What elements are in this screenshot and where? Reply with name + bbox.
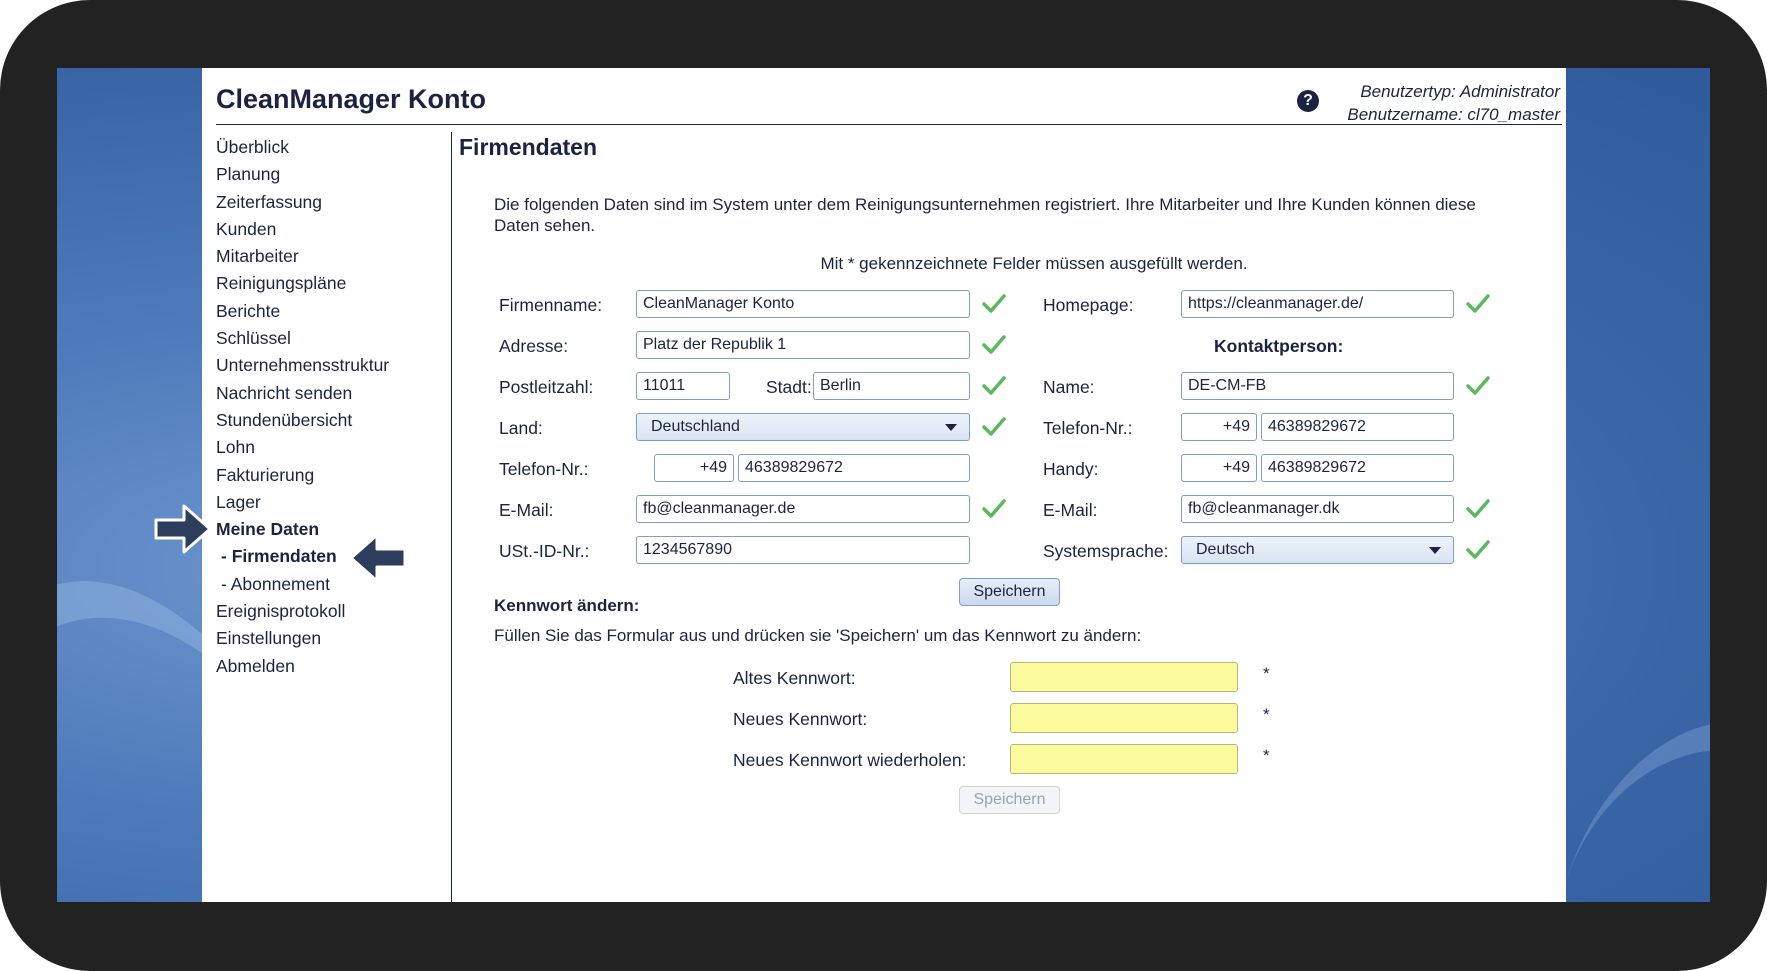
sidebar-item-lager[interactable]: Lager (216, 491, 261, 512)
city-input[interactable]: Berlin (813, 372, 970, 400)
vat-input[interactable]: 1234567890 (636, 536, 970, 564)
address-label: Adresse: (499, 336, 569, 356)
homepage-label: Homepage: (1043, 295, 1134, 315)
sidebar-item-kunden[interactable]: Kunden (216, 218, 277, 239)
company-phone-label: Telefon-Nr.: (499, 459, 589, 479)
check-icon (1465, 291, 1491, 317)
contact-email-label: E-Mail: (1043, 500, 1098, 520)
country-select-value: Deutschland (651, 418, 740, 435)
check-icon (981, 496, 1007, 522)
required-note: Mit * gekennzeichnete Felder müssen ausgefüllt werden. (820, 254, 1248, 273)
sidebar-item-unternehmensstruktur[interactable]: Unternehmensstruktur (216, 355, 390, 376)
chevron-down-icon (945, 424, 957, 431)
company-email-input[interactable]: fb@cleanmanager.de (636, 495, 970, 523)
header-divider (216, 124, 1562, 125)
save-company-button[interactable]: Speichern (959, 578, 1060, 606)
zip-label: Postleitzahl: (499, 377, 594, 397)
old-password-input[interactable] (1010, 662, 1238, 692)
contact-name-input[interactable]: DE-CM-FB (1181, 372, 1454, 400)
password-instructions: Füllen Sie das Formular aus und drücken sie 'Speichern' um das Kennwort zu ändern: (494, 626, 1142, 645)
contact-phone-label: Telefon-Nr.: (1043, 418, 1133, 438)
check-icon (981, 291, 1007, 317)
address-input[interactable]: Platz der Republik 1 (636, 331, 970, 359)
sidebar-item-schluessel[interactable]: Schlüssel (216, 328, 291, 349)
page-header-title: CleanManager Konto (216, 84, 487, 114)
sidebar-item-meine-daten[interactable]: Meine Daten (216, 519, 320, 540)
sidebar (216, 134, 436, 680)
vat-label: USt.-ID-Nr.: (499, 541, 590, 561)
sidebar-item-reinigungsplaene[interactable]: Reinigungspläne (216, 273, 347, 294)
sidebar-item-ueberblick[interactable]: Überblick (216, 137, 289, 157)
contact-phone-prefix-input[interactable]: +49 (1181, 413, 1257, 441)
homepage-input[interactable]: https://cleanmanager.de/ (1181, 290, 1454, 318)
new-password-input[interactable] (1010, 703, 1238, 733)
country-select[interactable] (636, 413, 970, 441)
user-info (1347, 80, 1560, 126)
sidebar-item-fakturierung[interactable]: Fakturierung (216, 464, 315, 485)
contact-mobile-input[interactable]: 46389829672 (1261, 454, 1454, 482)
app-window (202, 68, 1566, 902)
sidebar-item-firmendaten[interactable]: - Firmendaten (221, 546, 337, 567)
contact-mobile-label: Handy: (1043, 459, 1099, 479)
sidebar-item-lohn[interactable]: Lohn (216, 437, 255, 458)
sidebar-item-berichte[interactable]: Berichte (216, 300, 281, 321)
check-icon (1465, 537, 1491, 563)
company-phone-input[interactable]: 46389829672 (738, 454, 970, 482)
country-label: Land: (499, 418, 543, 438)
required-mark: * (1263, 705, 1270, 724)
main-content (459, 130, 1559, 808)
language-select[interactable] (1181, 536, 1454, 564)
check-icon (981, 332, 1007, 358)
check-icon (1465, 496, 1491, 522)
check-icon (981, 414, 1007, 440)
old-password-label: Altes Kennwort: (733, 668, 856, 688)
company-email-label: E-Mail: (499, 500, 554, 520)
sidebar-item-abmelden[interactable]: Abmelden (216, 655, 295, 676)
language-label: Systemsprache: (1043, 541, 1169, 561)
sidebar-item-zeiterfassung[interactable]: Zeiterfassung (216, 191, 323, 212)
sidebar-item-stundenuebersicht[interactable]: Stundenübersicht (216, 409, 353, 430)
repeat-password-label: Neues Kennwort wiederholen: (733, 750, 967, 770)
help-icon[interactable]: ? (1297, 90, 1319, 112)
sidebar-item-ereignisprotokoll[interactable]: Ereignisprotokoll (216, 601, 346, 622)
check-icon (981, 373, 1007, 399)
sidebar-item-mitarbeiter[interactable]: Mitarbeiter (216, 246, 299, 267)
sidebar-item-planung[interactable]: Planung (216, 164, 281, 185)
intro-text: Die folgenden Daten sind im System unter dem Reinigungsunternehmen registriert. Ihre Mitarbeiter und Ihre Kunden können diese Daten sehen. (494, 195, 1476, 235)
zip-input[interactable]: 11011 (636, 372, 730, 400)
company-phone-prefix-input[interactable]: +49 (654, 454, 734, 482)
contact-phone-input[interactable]: 46389829672 (1261, 413, 1454, 441)
new-password-label: Neues Kennwort: (733, 709, 868, 729)
company-name-input[interactable]: CleanManager Konto (636, 290, 970, 318)
sidebar-divider (451, 132, 452, 902)
repeat-password-input[interactable] (1010, 744, 1238, 774)
user-name: Benutzername: cl70_master (1347, 105, 1560, 124)
sidebar-item-einstellungen[interactable]: Einstellungen (216, 628, 322, 649)
contact-email-input[interactable]: fb@cleanmanager.dk (1181, 495, 1454, 523)
required-mark: * (1263, 664, 1270, 683)
user-type: Benutzertyp: Administrator (1360, 82, 1560, 101)
save-password-button[interactable]: Speichern (959, 786, 1060, 814)
page-title: Firmendaten (459, 134, 598, 160)
chevron-down-icon (1429, 547, 1441, 554)
contact-mobile-prefix-input[interactable]: +49 (1181, 454, 1257, 482)
language-select-value: Deutsch (1196, 541, 1255, 558)
sidebar-item-nachricht-senden[interactable]: Nachricht senden (216, 382, 353, 403)
check-icon (1465, 373, 1491, 399)
sidebar-item-abonnement[interactable]: - Abonnement (221, 573, 330, 594)
contact-name-label: Name: (1043, 377, 1095, 397)
company-name-label: Firmenname: (499, 295, 603, 315)
contact-person-heading: Kontaktperson: (1214, 336, 1344, 356)
password-heading: Kennwort ändern: (494, 596, 640, 615)
required-mark: * (1263, 746, 1270, 765)
pointer-arrow-left-icon (347, 532, 407, 584)
pointer-arrow-right-icon (154, 503, 214, 555)
city-label: Stadt: (766, 377, 812, 397)
